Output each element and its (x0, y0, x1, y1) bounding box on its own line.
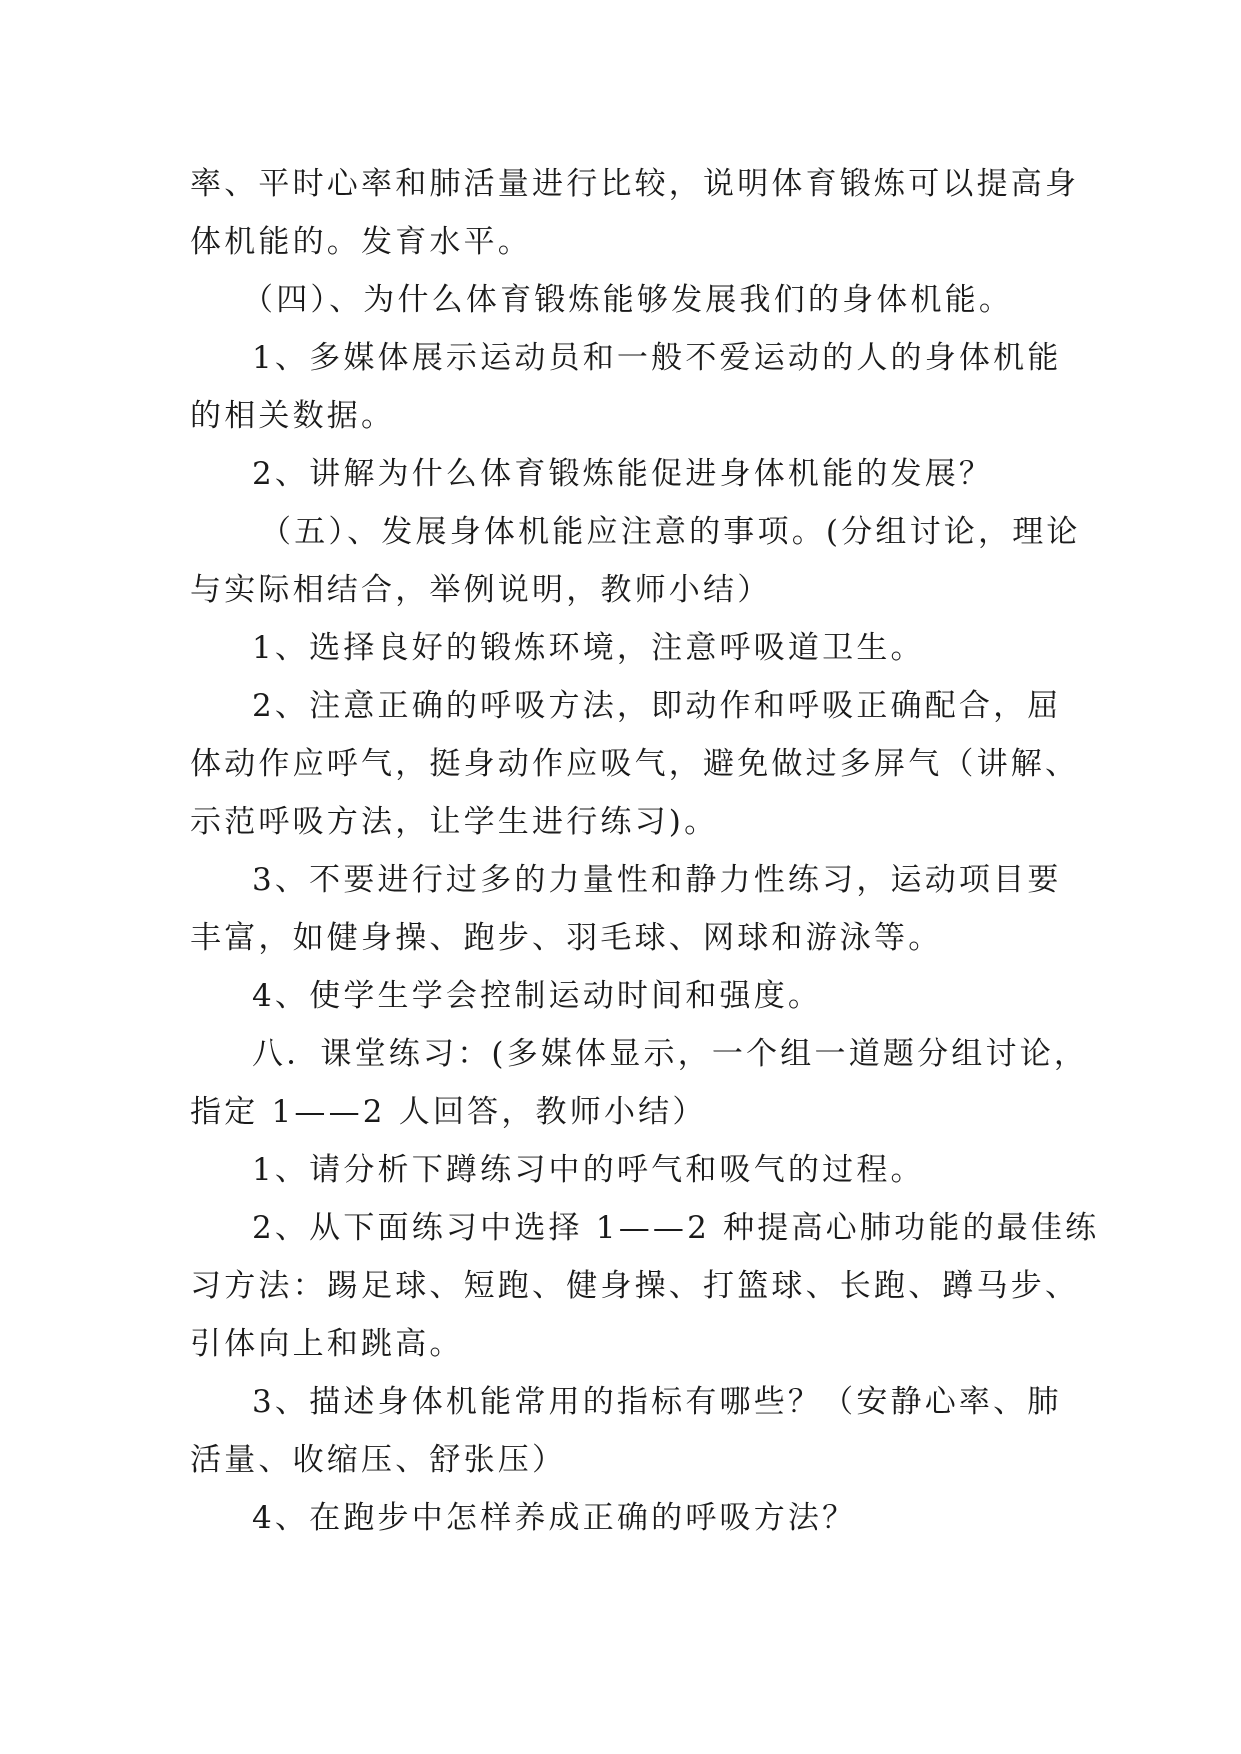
text-line: 示范呼吸方法，让学生进行练习)。 (190, 804, 719, 840)
text-line: 体动作应呼气，挺身动作应吸气，避免做过多屏气（讲解、 (190, 746, 1080, 782)
list-item: 3、不要进行过多的力量性和静力性练习，运动项目要 (252, 862, 1062, 898)
text-line: 指定 1——2 人回答，教师小结） (190, 1094, 707, 1130)
text-line: 丰富，如健身操、跑步、羽毛球、网球和游泳等。 (190, 920, 943, 956)
list-item: 2、注意正确的呼吸方法，即动作和呼吸正确配合，屈 (252, 688, 1062, 724)
list-item: 4、在跑步中怎样养成正确的呼吸方法？ (252, 1500, 857, 1536)
section-heading: （五）、发展身体机能应注意的事项。(分组讨论，理论 (260, 514, 1081, 550)
text-line: 引体向上和跳高。 (190, 1326, 464, 1362)
list-item: 2、讲解为什么体育锻炼能促进身体机能的发展？ (252, 456, 994, 492)
text-line: 习方法：踢足球、短跑、健身操、打篮球、长跑、蹲马步、 (190, 1268, 1080, 1304)
list-item: 1、多媒体展示运动员和一般不爱运动的人的身体机能 (252, 340, 1062, 376)
text-line: 率、平时心率和肺活量进行比较，说明体育锻炼可以提高身 (190, 166, 1080, 202)
list-item: 2、从下面练习中选择 1——2 种提高心肺功能的最佳练 (252, 1210, 1100, 1246)
text-line: 的相关数据。 (190, 398, 396, 434)
document-body (190, 155, 1100, 1547)
text-line: 与实际相结合，举例说明，教师小结） (190, 572, 772, 608)
list-item: 4、使学生学会控制运动时间和强度。 (252, 978, 823, 1014)
section-heading: 八．课堂练习：(多媒体显示，一个组一道题分组讨论， (252, 1036, 1089, 1072)
list-item: 3、描述身体机能常用的指标有哪些？（安静心率、肺 (252, 1384, 1062, 1420)
text-line: 体机能的。发育水平。 (190, 224, 532, 260)
section-heading: （四）、为什么体育锻炼能够发展我们的身体机能。 (242, 282, 1014, 318)
list-item: 1、选择良好的锻炼环境，注意呼吸道卫生。 (252, 630, 925, 666)
text-line: 活量、收缩压、舒张压） (190, 1442, 567, 1478)
list-item: 1、请分析下蹲练习中的呼气和吸气的过程。 (252, 1152, 925, 1188)
